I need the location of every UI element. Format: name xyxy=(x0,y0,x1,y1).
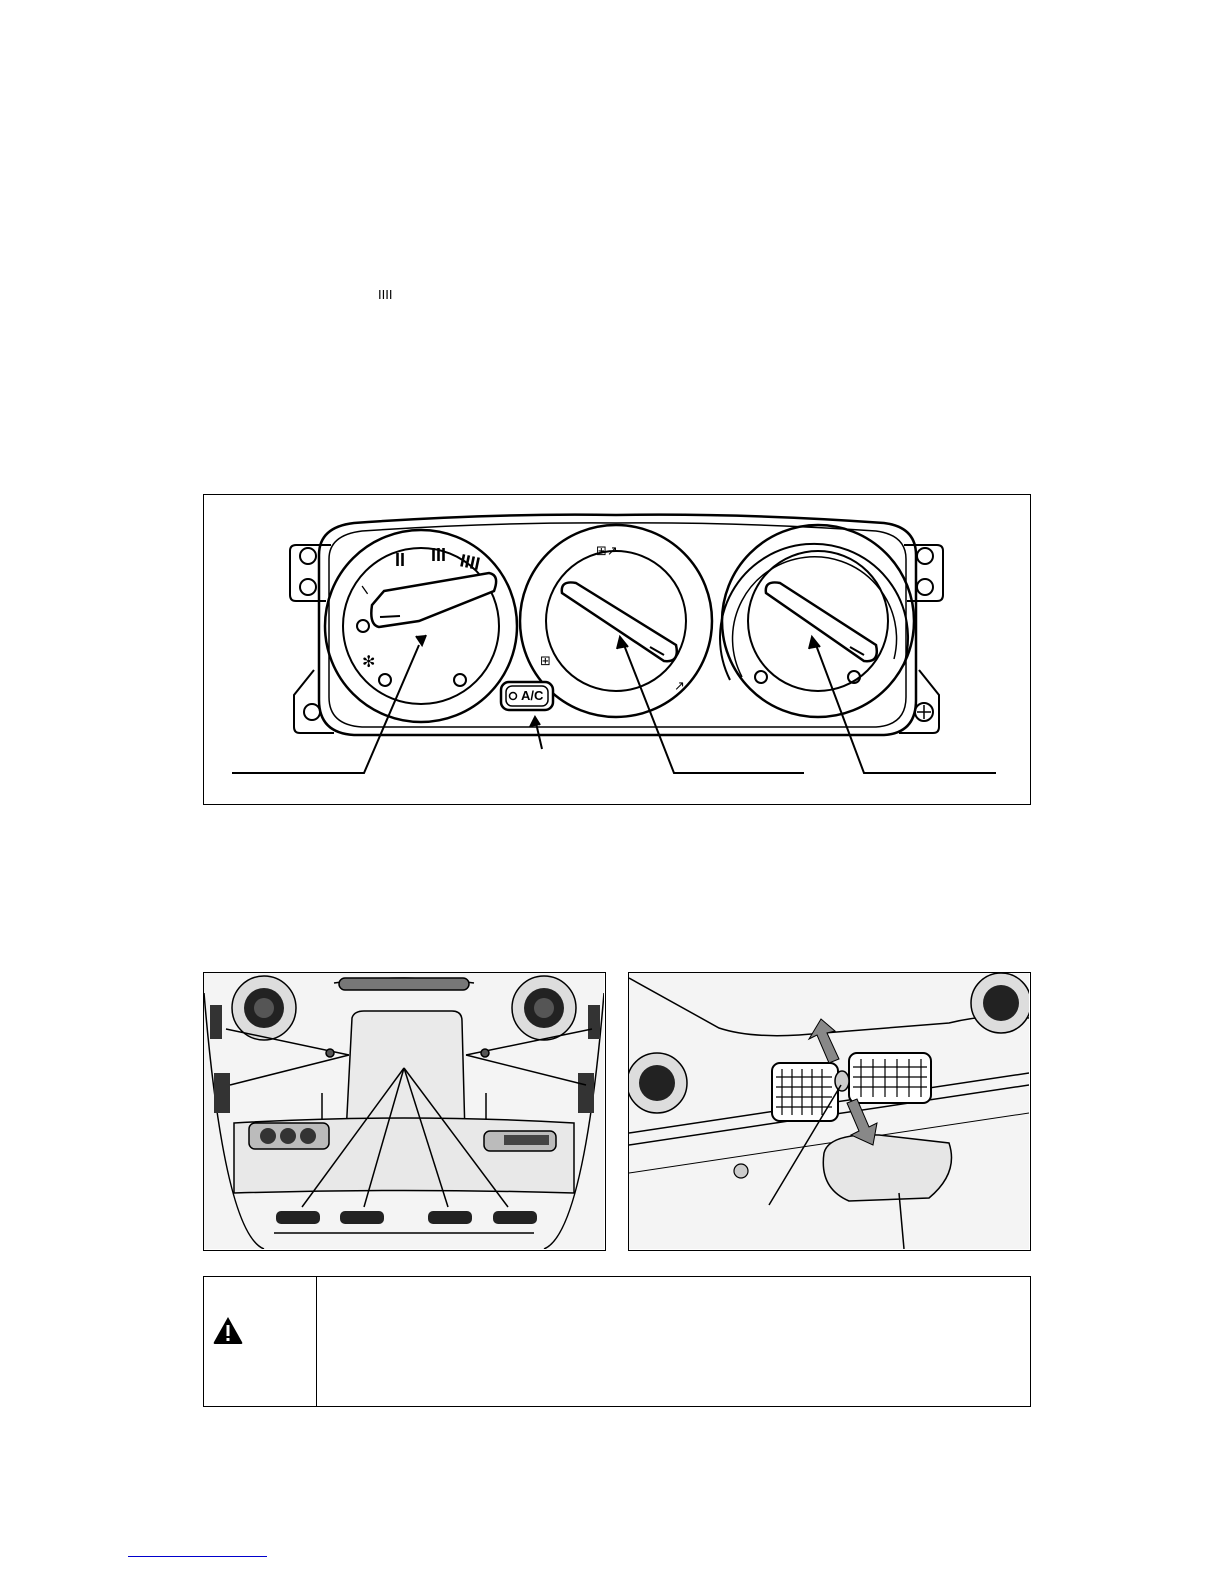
speaker-icon xyxy=(629,1053,687,1113)
svg-text:↗: ↗ xyxy=(674,679,685,694)
side-vent-lower-right xyxy=(578,1073,594,1113)
speaker-right-icon xyxy=(512,976,576,1040)
recirculation-grille-left xyxy=(772,1063,838,1121)
recirculation-vent-drawing xyxy=(629,973,1029,1249)
side-vent-upper-left xyxy=(210,1005,222,1039)
recirculation-grille-right xyxy=(849,1053,931,1103)
recirculation-lever xyxy=(835,1071,849,1091)
warning-box xyxy=(203,1276,1031,1407)
climate-control-panel-drawing xyxy=(204,495,1029,803)
front-vent-2 xyxy=(340,1211,384,1224)
fan-speed-marker: IIII xyxy=(378,287,393,302)
cab-vents-figure xyxy=(203,972,606,1251)
ac-button-label: A/C xyxy=(521,688,544,703)
front-vent-3 xyxy=(428,1211,472,1224)
warning-icon-cell xyxy=(204,1277,317,1406)
recirculation-vent-figure xyxy=(628,972,1031,1251)
speaker-corner-icon xyxy=(971,973,1029,1033)
svg-text:I: I xyxy=(358,582,371,598)
cab-ceiling-vents-drawing xyxy=(204,973,604,1249)
svg-text:⊞: ⊞ xyxy=(540,654,551,669)
front-vent-1 xyxy=(276,1211,320,1224)
svg-text:✻: ✻ xyxy=(362,652,376,671)
front-vent-4 xyxy=(493,1211,537,1224)
speaker-left-icon xyxy=(232,976,296,1040)
warning-triangle-icon xyxy=(212,1315,244,1345)
side-vent-lower-left xyxy=(214,1073,230,1113)
footer-link-underline[interactable] xyxy=(128,1556,267,1557)
svg-text:IIII: IIII xyxy=(458,550,482,575)
climate-control-figure xyxy=(203,494,1031,805)
svg-text:II: II xyxy=(395,550,406,570)
svg-text:III: III xyxy=(431,545,447,565)
side-vent-upper-right xyxy=(588,1005,600,1039)
svg-text:⊞↗: ⊞↗ xyxy=(596,544,618,559)
